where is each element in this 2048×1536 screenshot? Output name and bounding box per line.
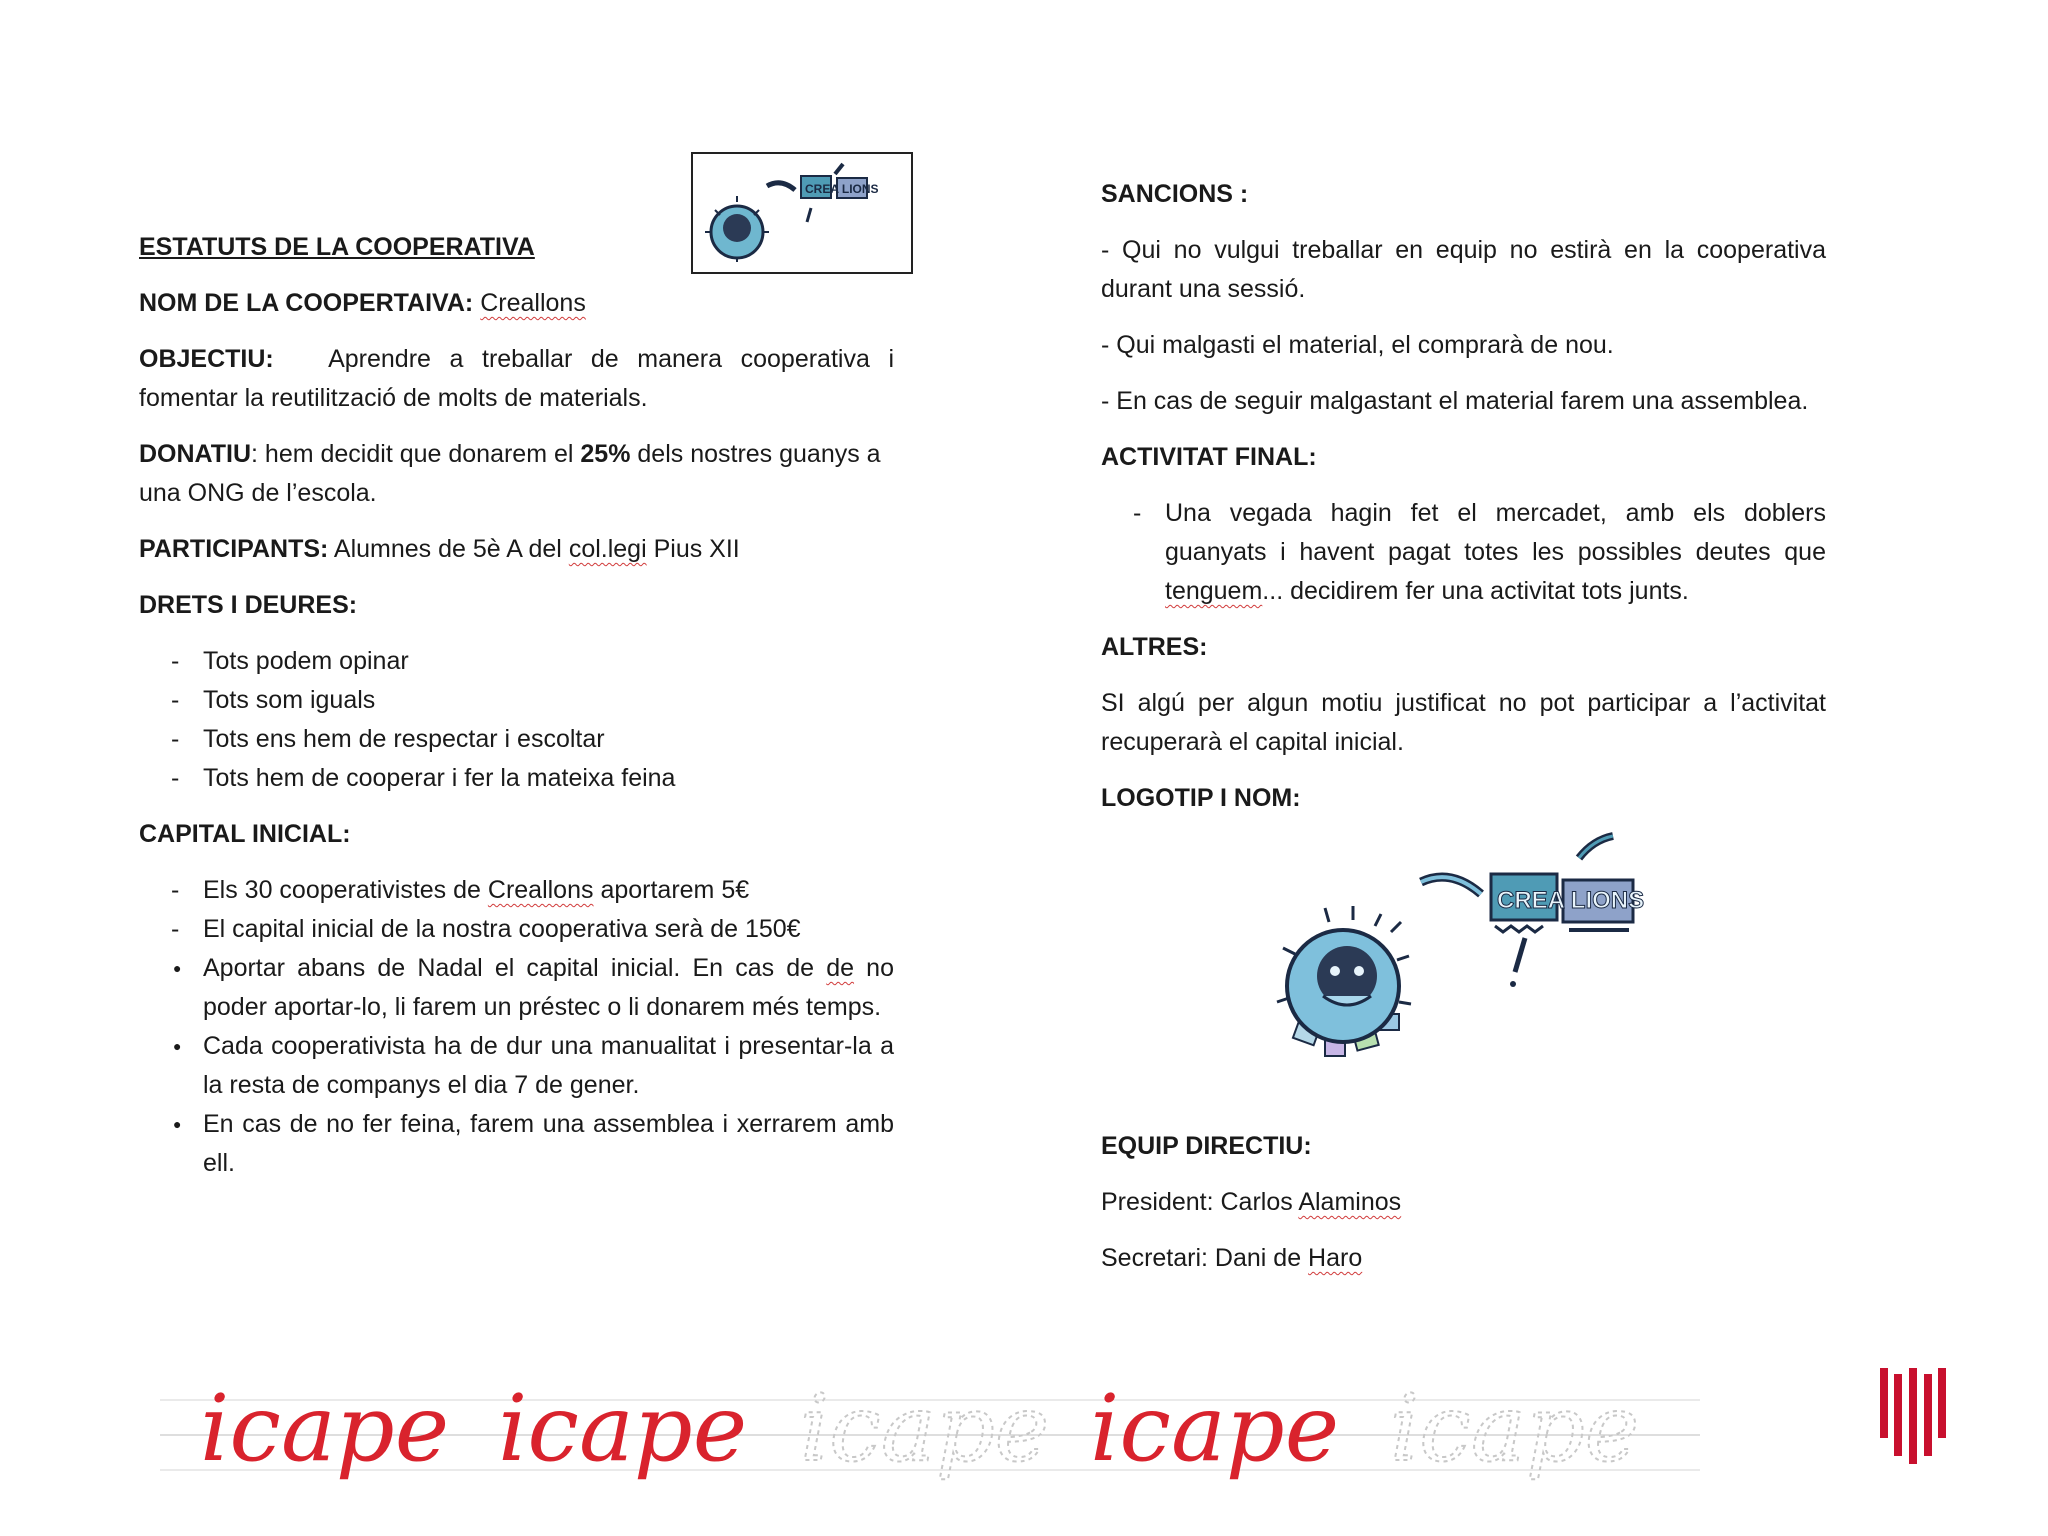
sanction-1: - Qui no vulgui treballar en equip no estirà en la cooperativa durant una sessió. [1101,236,1826,303]
logo-small-text: CREA LIONS [805,182,879,196]
footer-word-4: icape [1090,1375,1340,1482]
participants-school-word: col.legi [568,535,647,563]
final-activity-heading: ACTIVITAT FINAL: [1101,443,1317,471]
sanction-2: - Qui malgasti el material, el comprarà de nou. [1101,331,1614,359]
donation-paragraph [139,435,894,513]
list-item: - Una vegada hagin fet el mercadet, amb els doblers guanyats i havent pagat totes les possibles deutes que tenguem... decidirem fer una activitat tots junts. [1101,494,1826,611]
secretary-line: Secretari: Dani de Haro [1101,1244,1363,1272]
logo-large [1263,826,1663,1108]
final-activity-list [1101,494,1826,611]
document-title: ESTATUTS DE LA COOPERATIVA [139,233,535,261]
participants-paragraph [139,530,894,569]
footer-word-5-traced: icape [1390,1375,1640,1482]
footer-word-2: icape [498,1375,748,1482]
rights-heading: DRETS I DEURES: [139,591,358,619]
list-item: - El capital inicial de la nostra cooperativa serà de 150€ [139,910,894,949]
sanctions-heading: SANCIONS : [1101,180,1249,208]
list-item: ● En cas de no fer feina, farem una assemblea i xerrarem amb ell. [139,1105,894,1183]
logo-heading: LOGOTIP I NOM: [1101,784,1301,812]
rights-list [139,642,894,798]
capital-list [139,871,894,1183]
footer-word-3-traced: icape [800,1375,1050,1482]
list-item: ● Aportar abans de Nadal el capital inicial. En cas de de no poder aportar-lo, li farem un préstec o li donarem més temps. [139,949,894,1027]
list-item: - Els 30 cooperativistes de Creallons aportarem 5€ [139,871,894,910]
objective-text: Aprendre a treballar de manera cooperativa i fomentar la reutilització de molts de materials. [139,345,894,412]
coop-name-line [139,284,894,323]
list-item: - Tots som iguals [139,681,894,720]
capital-heading: CAPITAL INICIAL: [139,820,351,848]
team-section [1101,1127,1826,1295]
objective-paragraph [139,340,894,418]
coop-name-value: Creallons [480,289,586,317]
donation-percentage: 25% [580,440,631,468]
list-item: ● Cada cooperativista ha de dur una manualitat i presentar-la a la resta de companys el dia 7 de gener. [139,1027,894,1105]
participants-label: PARTICIPANTS: [139,535,329,563]
right-column [1101,175,1826,835]
govern-crest-icon [1880,1368,1946,1464]
logo-large-text: CREA LIONS [1497,887,1645,914]
team-heading: EQUIP DIRECTIU: [1101,1132,1312,1160]
president-surname: Alaminos [1298,1188,1402,1216]
other-text: SI algú per algun motiu justificat no pot participar a l’activitat recuperarà el capital inicial. [1101,689,1826,756]
footer-word-1: icape [200,1375,450,1482]
left-column [139,228,894,1200]
donation-text-pre: : hem decidit que donarem el [251,440,581,468]
coop-name-label: NOM DE LA COOPERTAIVA: [139,289,474,317]
donation-text-post: dels nostres guanys a una ONG de l’escola. [139,440,881,507]
list-item: - Tots hem de cooperar i fer la mateixa feina [139,759,894,798]
participants-text-post: Pius XII [646,535,740,563]
list-item: - Tots podem opinar [139,642,894,681]
participants-text-pre: Alumnes de 5è A del [328,535,569,563]
other-heading: ALTRES: [1101,633,1208,661]
sanction-3: - En cas de seguir malgastant el material farem una assemblea. [1101,387,1809,415]
lion-sun-icon [1277,906,1411,1056]
creallons-logo-large [1263,826,1663,1108]
list-item: - Tots ens hem de respectar i escoltar [139,720,894,759]
donation-label: DONATIU [139,440,252,468]
president-line: President: Carlos Alaminos [1101,1188,1402,1216]
crea-lions-wordmark [1491,874,1644,932]
objective-label: OBJECTIU: [139,345,274,373]
secretary-surname: Haro [1308,1244,1363,1272]
footer-handwriting [160,1360,1700,1500]
